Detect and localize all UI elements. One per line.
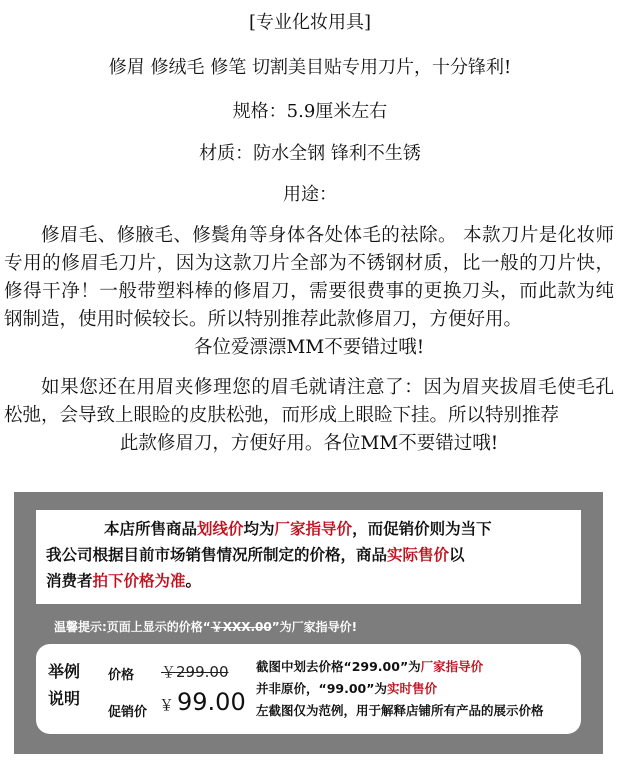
uses-line: 修眉 修绒毛 修笔 切割美目贴专用刀片，十分锋利!: [108, 57, 512, 78]
price-notice-panel: [14, 492, 603, 754]
sale-price: [159, 688, 246, 716]
policy-text: 。: [185, 572, 202, 590]
policy-text: 我公司根据目前市场销售情况所制定的价格，商品: [46, 546, 388, 564]
actual-price-term: 实际售价: [387, 546, 450, 564]
section-title: [专业化妆用具]: [248, 12, 372, 33]
order-price-term: 拍下价格为准: [92, 572, 186, 590]
policy-line-3: [46, 568, 573, 594]
paragraph-1-closing: 各位爱漂漂MM不要错过哦!: [193, 337, 425, 358]
tip-text: 温馨提示:页面上显示的价格“: [54, 620, 211, 634]
paragraph-2-closing: 此款修眉刀，方便好用。各位MM不要错过哦!: [119, 433, 499, 454]
policy-text: 均为: [243, 520, 275, 538]
paragraph-1-text: 修眉毛、修腋毛、修鬓角等身体各处体毛的祛除。 本款刀片是化妆师专用的修眉毛刀片，因为这款刀片全部为不锈钢材质，比一般的刀片快，修得干净！一般带塑料棒的修眉刀，需要很费事的更换刀头，而此款为纯钢制造，使用时候较长。所以特别推荐此款修眉刀，方便好用。: [4, 225, 614, 330]
example-label-top: 举例: [48, 662, 81, 681]
policy-line-2: [46, 542, 573, 568]
explanation-line-3: 左截图仅为范例，用于解释店铺所有产品的展示价格: [256, 703, 544, 718]
explanation-line-2: [256, 678, 544, 700]
sale-price-value: 99.00: [177, 688, 246, 716]
price-label: 价格: [108, 668, 135, 683]
purpose-heading: 用途：: [283, 184, 337, 205]
description-paragraph-2: [0, 374, 620, 458]
policy-line-1: [46, 516, 573, 542]
explanation-text: 截图中划去价格“299.00”为: [256, 659, 421, 674]
policy-text: 消费者: [46, 572, 93, 590]
currency-symbol: ￥: [159, 696, 175, 714]
example-explanation: [256, 656, 544, 722]
example-label-bottom: 说明: [48, 689, 81, 708]
explanation-line-1: [256, 656, 544, 678]
tip-sample-price: ￥XXX.00: [210, 620, 272, 634]
tip-text: ”为厂家指导价!: [271, 620, 358, 634]
sale-price-label: 促销价: [108, 705, 148, 720]
original-price: ￥299.00: [161, 663, 229, 681]
example-label: [48, 658, 80, 712]
material-line: 材质：防水全钢 锋利不生锈: [199, 143, 421, 164]
explanation-text: 并非原价，“99.00”为: [256, 681, 387, 696]
description-paragraph-1: [0, 222, 620, 362]
live-price-term: 实时售价: [386, 681, 437, 696]
policy-text: 以: [449, 546, 465, 564]
size-line: 规格：5.9厘米左右: [232, 101, 388, 122]
guide-price-term: 厂家指导价: [420, 659, 484, 674]
price-example-card: [36, 644, 581, 734]
policy-text: 本店所售商品: [104, 520, 198, 538]
paragraph-2-text: 如果您还在用眉夹修理您的眉毛就请注意了：因为眉夹拔眉毛使毛孔松弛，会导致上眼睑的皮肤松弛，而形成上眼睑下挂。所以特别推荐: [4, 377, 614, 426]
strikethrough-price-term: 划线价: [197, 520, 244, 538]
guide-price-term: 厂家指导价: [274, 520, 353, 538]
price-tip: [54, 618, 357, 635]
price-policy-box: [36, 510, 581, 604]
policy-text: ，而促销价则为当下: [352, 520, 492, 538]
